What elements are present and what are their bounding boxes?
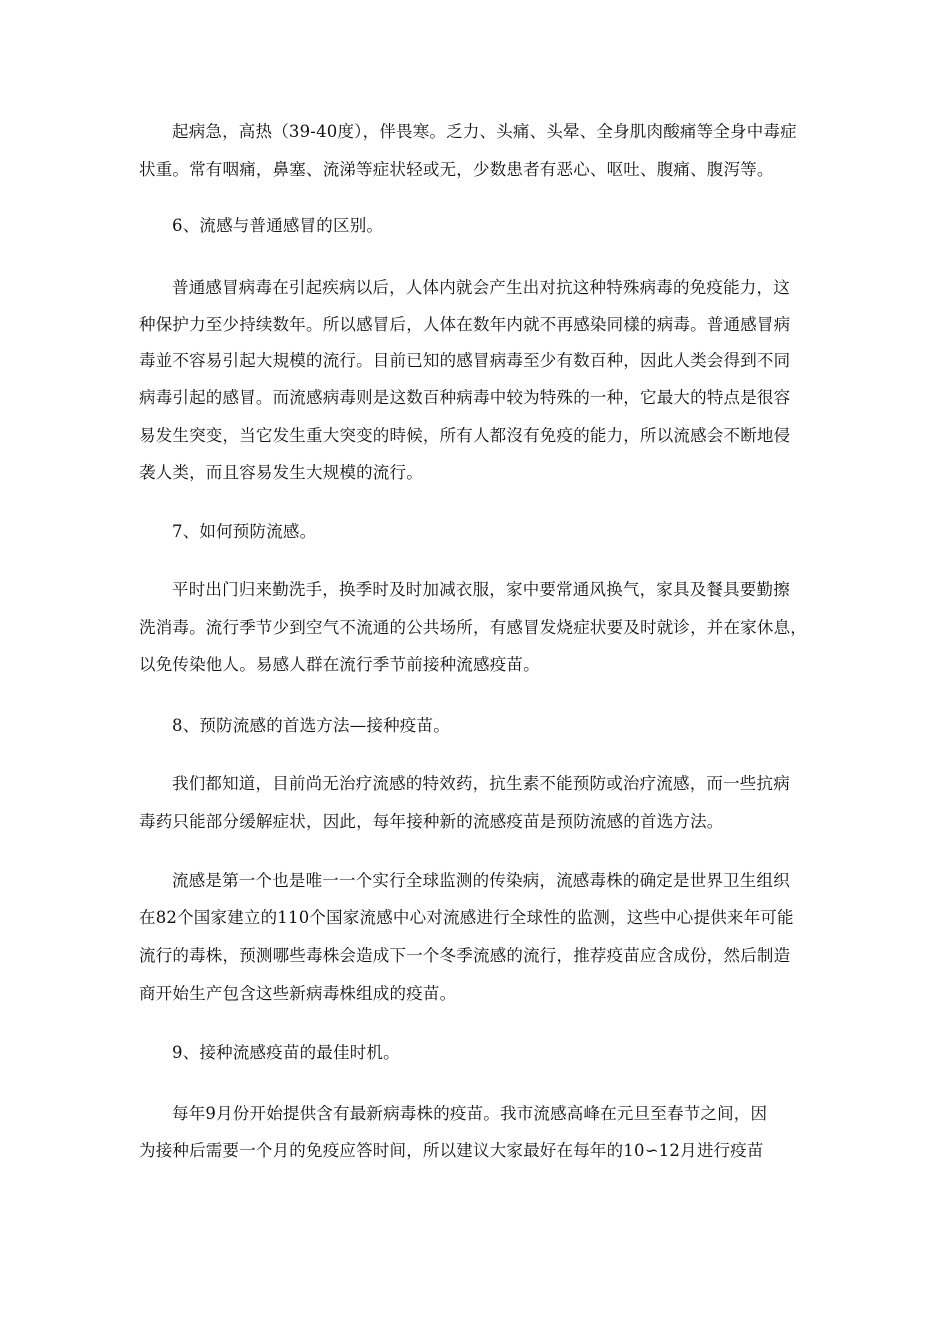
text-line: 流感是第一个也是唯一一个实行全球监测的传染病，流感毒株的确定是世界卫生组织 (172, 871, 790, 890)
text-line: 种保护力至少持续数年。所以感冒后，人体在数年内就不再感染同樣的病毒。普通感冒病 (139, 315, 791, 334)
text-line: 在82个国家建立的110个国家流感中心对流感进行全球性的监测，这些中心提供来年可能 (139, 908, 794, 927)
section-heading: 8、预防流感的首选方法—接种疫苗。 (172, 716, 450, 735)
text-line: 普通感冒病毒在引起疾病以后，人体内就会产生出对抗这种特殊病毒的免疫能力，这 (172, 278, 790, 297)
text-line: 易发生突变，当它发生重大突变的時候，所有人都沒有免疫的能力，所以流感会不断地侵 (139, 426, 791, 445)
text-line: 商开始生产包含这些新病毒株组成的疫苗。 (139, 984, 457, 1003)
text-line: 为接种后需要一个月的免疫应答时间，所以建议大家最好在每年的10∽12月进行疫苗 (139, 1141, 764, 1160)
text-line: 袭人类，而且容易发生大规模的流行。 (139, 463, 423, 482)
text-line: 毒並不容易引起大規模的流行。目前已知的感冒病毒至少有数百种，因此人类会得到不同 (139, 351, 791, 370)
section-heading: 7、如何预防流感。 (172, 522, 317, 541)
text-line: 以免传染他人。易感人群在流行季节前接种流感疫苗。 (139, 655, 540, 674)
text-line: 每年9月份开始提供含有最新病毒株的疫苗。我市流感高峰在元旦至春节之间，因 (172, 1104, 768, 1123)
section-heading: 6、流感与普通感冒的区别。 (172, 216, 384, 235)
text-line: 病毒引起的感冒。而流感病毒则是这数百种病毒中较为特殊的一种，它最大的特点是很容 (139, 388, 791, 407)
text-line: 毒药只能部分缓解症状，因此，每年接种新的流感疫苗是预防流感的首选方法。 (139, 812, 724, 831)
text-line: 平时出门归来勤洗手，换季时及时加减衣服，家中要常通风换气，家具及餐具要勤擦 (172, 580, 790, 599)
text-line: 洗消毒。流行季节少到空气不流通的公共场所，有感冒发烧症状要及时就诊，并在家休息， (139, 618, 807, 637)
section-heading: 9、接种流感疫苗的最佳时机。 (172, 1043, 400, 1062)
text-line: 流行的毒株，预测哪些毒株会造成下一个冬季流感的流行，推荐疫苗应含成份，然后制造 (139, 946, 791, 965)
text-line: 我们都知道，目前尚无治疗流感的特效药，抗生素不能预防或治疗流感，而一些抗病 (172, 774, 790, 793)
text-line: 起病急，高热（39-40度），伴畏寒。乏力、头痛、头晕、全身肌肉酸痛等全身中毒症 (172, 122, 797, 141)
text-line: 状重。常有咽痛，鼻塞、流涕等症状轻或无，少数患者有恶心、呕吐、腹痛、腹泻等。 (139, 160, 774, 179)
